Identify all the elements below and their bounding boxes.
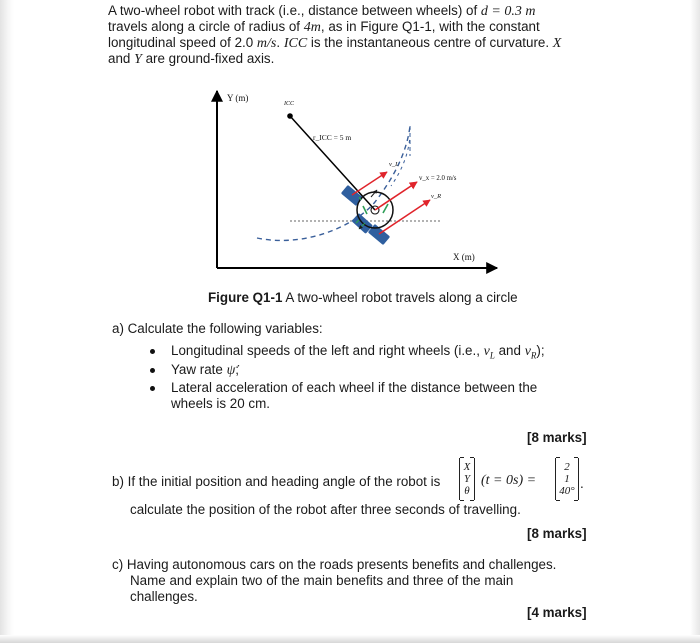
part-b-line-2: calculate the position of the robot after three seconds of travelling.: [130, 502, 521, 517]
bullet-text: ;: [235, 362, 240, 377]
part-c-line-2: Name and explain two of the main benefits and three of the main: [130, 573, 514, 588]
y-axis-term: Y: [134, 52, 142, 67]
part-c-marks: [4 marks]: [527, 605, 587, 620]
bullet-text: Longitudinal speeds of the left and right wheels (i.e.,: [171, 343, 484, 358]
figure-caption: [208, 290, 518, 306]
robot-circle-figure: [195, 86, 505, 276]
longitudinal-velocity: [375, 182, 417, 210]
vr-label: v_R: [431, 193, 442, 200]
x-axis-term: X: [552, 36, 562, 51]
bullet-text: );: [536, 343, 545, 358]
part-a-bullet-3-line-2: wheels is 20 cm.: [171, 396, 270, 411]
left-wheel-velocity: [352, 172, 387, 195]
vx-label: v_x = 2.0 m/s: [419, 175, 457, 182]
part-a-bullet-2: [171, 362, 239, 379]
intro-text: , as in Figure Q1-1, with the constant: [320, 19, 540, 34]
bullet-text: Yaw rate: [171, 362, 227, 377]
radius-label: r_ICC = 5 m: [313, 133, 352, 142]
vr-subscript: R: [530, 350, 537, 361]
left-wheel: [341, 185, 363, 206]
intro-text: and: [108, 51, 135, 66]
yaw-rate-symbol: ψ̇: [226, 363, 236, 378]
intro-text: is the instantaneous centre of curvature.: [307, 35, 553, 50]
vl-subscript: L: [489, 350, 495, 361]
intro-text: .: [276, 35, 284, 50]
state-vector: [459, 458, 475, 500]
vr-symbol: v: [524, 344, 531, 359]
figure-caption-text: A two-wheel robot travels along a circle: [282, 290, 518, 305]
figure-caption-label: Figure Q1-1: [208, 290, 283, 305]
part-a-marks: [8 marks]: [527, 430, 587, 445]
bullet-dot: [150, 349, 155, 354]
part-b-end: .: [580, 476, 584, 491]
initial-values-vector: [555, 458, 579, 500]
page-shadow-bottom: [0, 635, 700, 643]
part-a-bullet-3-line-1: Lateral acceleration of each wheel if the distance between the: [171, 380, 538, 395]
intro-line-4: [108, 51, 274, 68]
part-c-line-3: challenges.: [130, 589, 198, 604]
intro-text: longitudinal speed of 2.0: [108, 35, 257, 50]
radius-line: [290, 116, 375, 210]
circular-path-arc: [391, 126, 410, 186]
yaw-arrow: [371, 190, 377, 197]
intro-text: A two-wheel robot with track (i.e., distance between wheels) of: [108, 3, 481, 18]
vl-symbol: v: [483, 344, 490, 359]
page-shadow-right: [690, 0, 700, 643]
icc-term: ICC: [283, 36, 308, 51]
part-b-text: b) If the initial position and heading angle of the robot is: [112, 474, 441, 489]
state-y: Y: [463, 473, 471, 485]
intro-text: are ground-fixed axis.: [141, 51, 275, 66]
part-b-marks: [8 marks]: [527, 526, 587, 541]
initial-y: 1: [564, 473, 570, 485]
radius-value: 4m: [303, 20, 321, 35]
part-c-line-1: c) Having autonomous cars on the roads presents benefits and challenges.: [112, 557, 557, 572]
state-theta: θ: [464, 485, 470, 497]
x-axis-label: X (m): [453, 252, 475, 262]
intro-line-2: [108, 19, 540, 36]
page-shadow-left: [0, 0, 14, 643]
intro-line-3: [108, 35, 561, 52]
time-expression: (t = 0s) =: [481, 473, 537, 488]
initial-x: 2: [564, 461, 570, 473]
y-axis-label: Y (m): [227, 93, 249, 103]
icc-label: ICC: [284, 101, 295, 107]
part-a-title: a) Calculate the following variables:: [112, 321, 323, 336]
intro-line-1: [108, 3, 535, 20]
part-a-bullet-1: [171, 343, 545, 364]
bullet-dot: [150, 368, 155, 373]
track-value: d = 0.3 m: [480, 4, 536, 19]
intro-text: travels along a circle of radius of: [108, 19, 304, 34]
speed-unit: m/s: [256, 36, 277, 51]
bullet-text: and: [494, 343, 525, 358]
vl-label: v_L: [389, 161, 399, 168]
bullet-dot: [150, 386, 155, 391]
state-x: X: [463, 461, 471, 473]
initial-theta: 40°: [559, 485, 575, 497]
